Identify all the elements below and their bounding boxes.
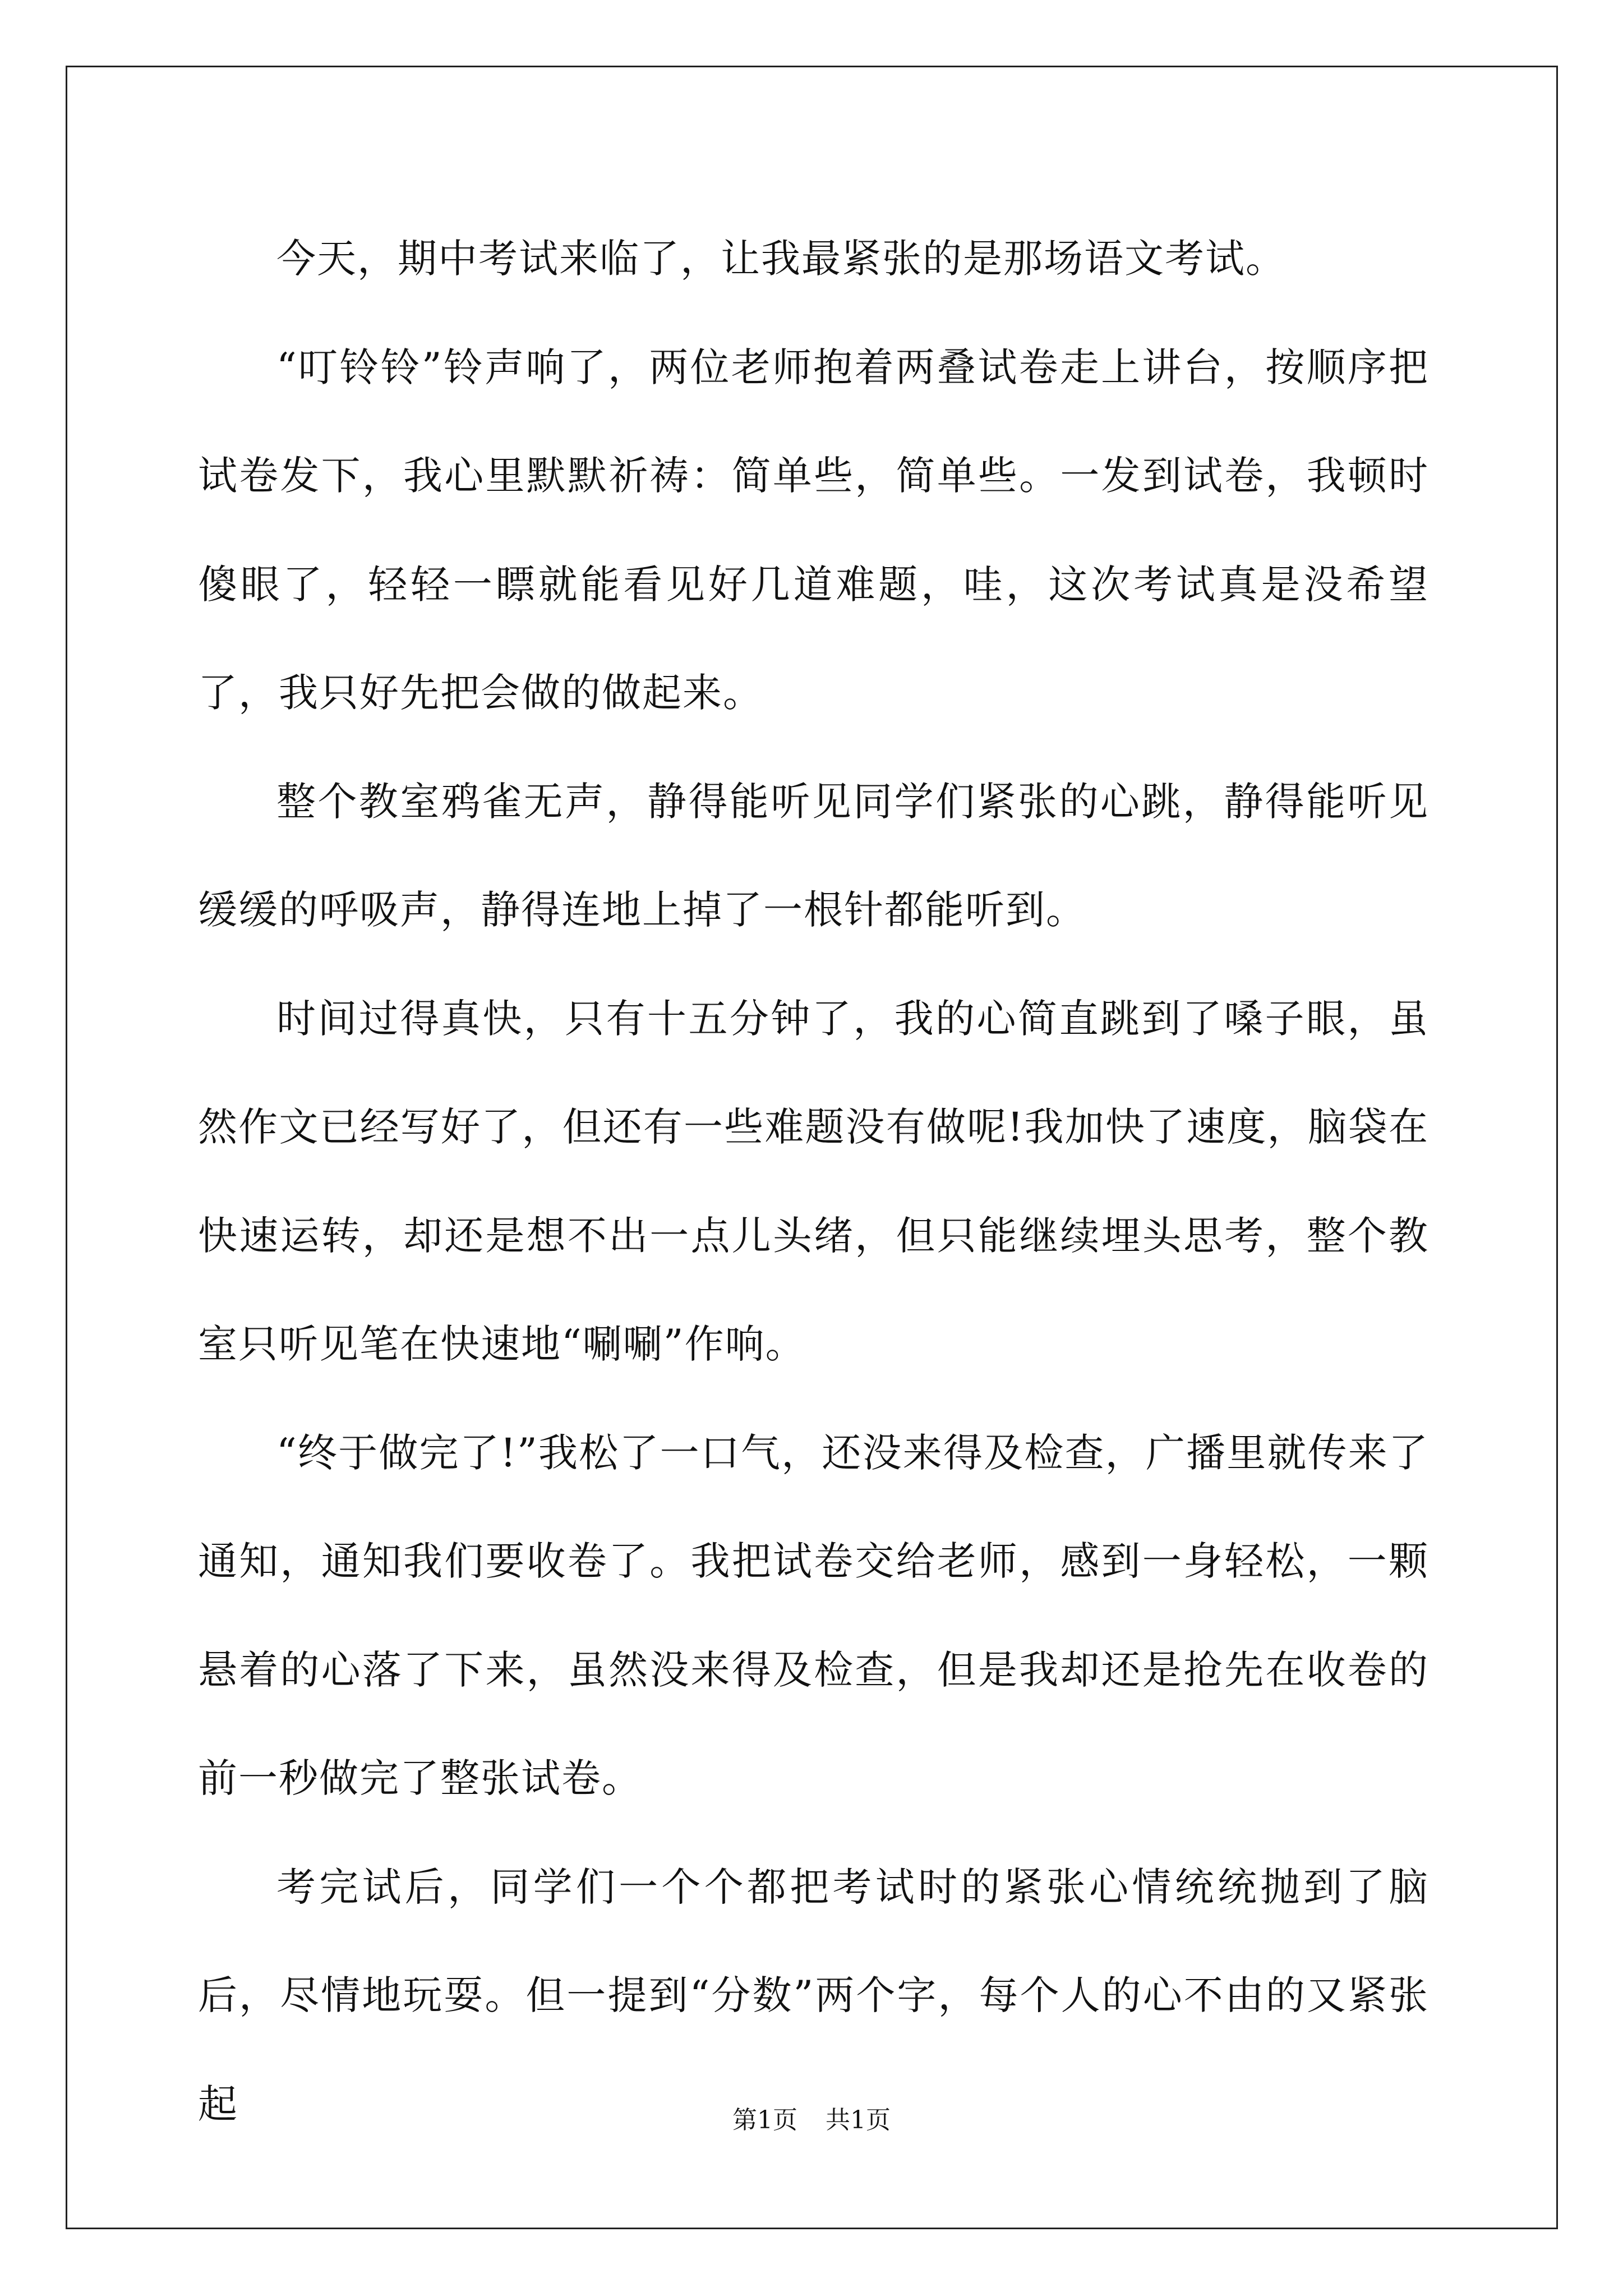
- paragraph-3: 整个教室鸦雀无声，静得能听见同学们紧张的心跳，静得能听见缓缓的呼吸声，静得连地上掉了一根针都能听到。: [198, 778, 1429, 933]
- paragraph-5: “终于做完了!”我松了一口气，还没来得及检查，广播里就传来了通知，通知我们要收卷了。我把试卷交给老师，感到一身轻松，一颗悬着的心落了下来，虽然没来得及检查，但是我却还是抢先在收卷的前一秒做完了整张试卷。: [198, 1429, 1429, 1801]
- paragraph-1: 今天，期中考试来临了，让我最紧张的是那场语文考试。: [276, 236, 1286, 282]
- page-number: 第1页: [732, 2106, 797, 2134]
- paragraph-4: 时间过得真快，只有十五分钟了，我的心简直跳到了嗓子眼，虽然作文已经写好了，但还有一些难题没有做呢!我加快了速度，脑袋在快速运转，却还是想不出一点儿头绪，但只能继续埋头思考，整个教室只听见笔在快速地“唰唰”作响。: [198, 995, 1429, 1367]
- total-pages: 共1页: [826, 2106, 891, 2134]
- paragraph-2: “叮铃铃”铃声响了，两位老师抱着两叠试卷走上讲台，按顺序把试卷发下，我心里默默祈祷：简单些，简单些。一发到试卷，我顿时傻眼了，轻轻一瞟就能看见好几道难题，哇，这次考试真是没希望了，我只好先把会做的做起来。: [198, 344, 1429, 716]
- paragraph-6: 考完试后，同学们一个个都把考试时的紧张心情统统抛到了脑后，尽情地玩耍。但一提到“分数”两个字，每个人的心不由的又紧张起: [198, 1864, 1429, 2127]
- document-body: [198, 205, 1429, 2159]
- page-footer: [0, 2104, 1623, 2137]
